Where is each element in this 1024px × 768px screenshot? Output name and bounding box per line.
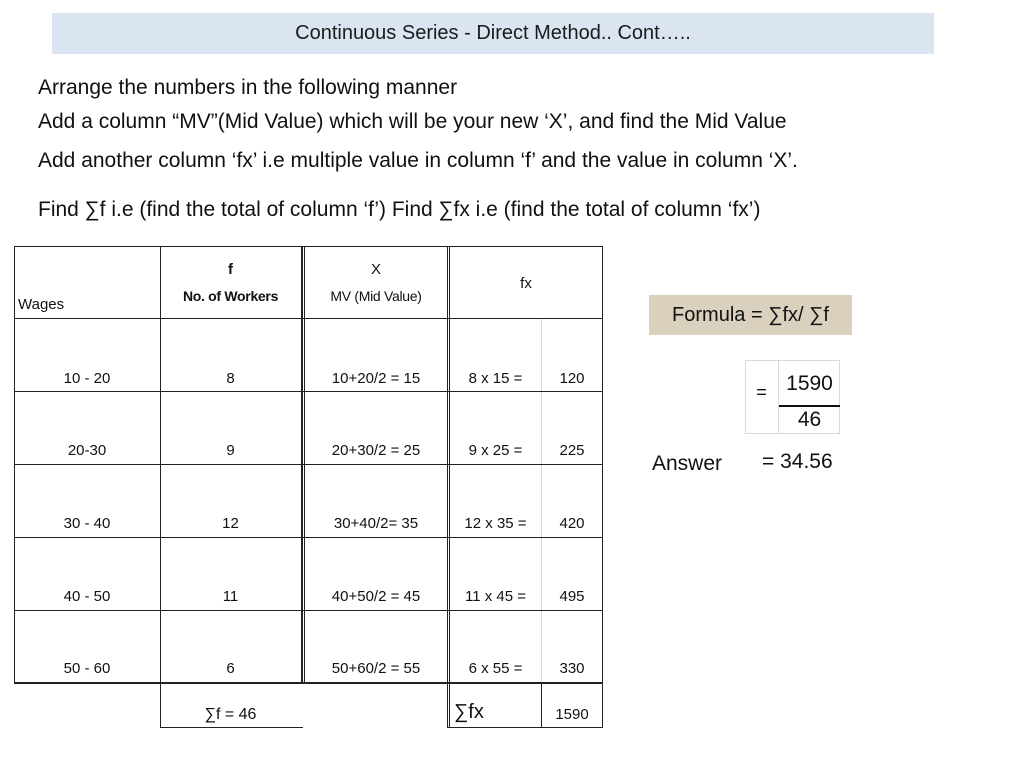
instruction-line-2: Add a column “MV”(Mid Value) which will be your new ‘X’, and find the Mid Value xyxy=(38,110,787,133)
row-2-multiplication: 9 x 25 = xyxy=(468,442,523,459)
row-3-f: 12 xyxy=(222,515,239,532)
table-border xyxy=(14,537,603,538)
table-border xyxy=(447,727,603,728)
row-2-mid-value: 20+30/2 = 25 xyxy=(331,442,421,459)
row-3-mid-value: 30+40/2= 35 xyxy=(333,515,419,532)
fraction-bar xyxy=(779,405,840,407)
row-5-wages: 50 - 60 xyxy=(63,660,111,677)
table-border xyxy=(14,682,603,684)
fraction-numerator: 1590 xyxy=(786,372,833,395)
total-f: ∑f = 46 xyxy=(204,706,257,723)
instruction-line-1: Arrange the numbers in the following manner xyxy=(38,76,458,99)
row-3-wages: 30 - 40 xyxy=(63,515,111,532)
total-fx-value: 1590 xyxy=(555,706,589,723)
answer-label: Answer xyxy=(652,452,723,475)
header-fx: fx xyxy=(520,275,532,292)
row-3-multiplication: 12 x 35 = xyxy=(464,515,527,532)
table-border xyxy=(14,391,603,392)
fraction-equals: = xyxy=(756,382,767,402)
row-4-fx: 495 xyxy=(559,588,585,605)
row-5-f: 6 xyxy=(226,660,235,677)
row-1-mid-value: 10+20/2 = 15 xyxy=(331,370,421,387)
row-1-fx: 120 xyxy=(559,370,585,387)
formula-box xyxy=(649,295,852,335)
row-1-f: 8 xyxy=(226,370,235,387)
header-x-symbol: X xyxy=(370,261,381,278)
row-4-f: 11 xyxy=(222,588,239,605)
row-5-fx: 330 xyxy=(559,660,585,677)
row-1-multiplication: 8 x 15 = xyxy=(468,370,523,387)
row-1-wages: 10 - 20 xyxy=(63,370,111,387)
frequency-table xyxy=(14,246,604,728)
header-no-of-workers: No. of Workers xyxy=(182,288,279,304)
instruction-line-3: Add another column ‘fx’ i.e multiple value in column ‘f’ and the value in column ‘X’. xyxy=(38,149,798,172)
row-5-mid-value: 50+60/2 = 55 xyxy=(331,660,421,677)
table-border xyxy=(14,464,603,465)
row-2-wages: 20-30 xyxy=(67,442,107,459)
table-border xyxy=(160,727,303,728)
total-fx-label: ∑fx xyxy=(454,701,484,723)
fraction-box xyxy=(745,360,840,434)
row-2-fx: 225 xyxy=(559,442,585,459)
row-4-wages: 40 - 50 xyxy=(63,588,111,605)
table-border xyxy=(14,246,603,247)
table-border xyxy=(14,318,603,319)
fraction-denominator: 46 xyxy=(797,408,822,431)
header-mid-value: MV (Mid Value) xyxy=(330,288,422,304)
slide-title-bar xyxy=(52,13,934,54)
row-3-fx: 420 xyxy=(559,515,585,532)
answer-value: = 34.56 xyxy=(762,450,833,473)
row-2-f: 9 xyxy=(226,442,235,459)
row-4-multiplication: 11 x 45 = xyxy=(464,588,527,605)
table-border xyxy=(14,610,603,611)
instruction-line-4: Find ∑f i.e (find the total of column ‘f’) Find ∑fx i.e (find the total of column ‘fx’) xyxy=(38,198,761,221)
header-f-symbol: f xyxy=(228,261,233,278)
row-5-multiplication: 6 x 55 = xyxy=(468,660,523,677)
formula-text: Formula = ∑fx/ ∑f xyxy=(672,303,829,326)
slide-title: Continuous Series - Direct Method.. Cont….. xyxy=(295,22,691,44)
header-wages: Wages xyxy=(18,296,65,313)
row-4-mid-value: 40+50/2 = 45 xyxy=(331,588,421,605)
